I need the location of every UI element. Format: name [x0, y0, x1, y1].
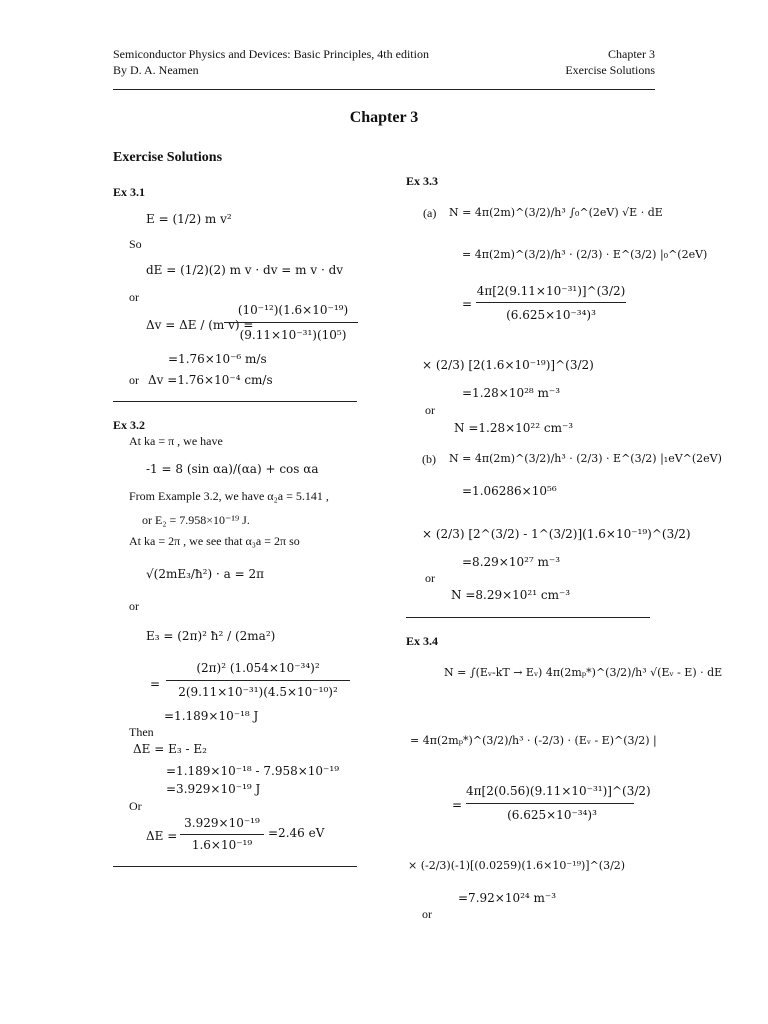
ex33-a: (a) [423, 206, 437, 220]
ex31-eq1: E = (1/2) m v² [146, 212, 232, 226]
ex31-label: Ex 3.1 [113, 185, 146, 199]
ex33-a3-num: 4π[2(9.11×10⁻³¹)]^(3/2) [476, 284, 626, 298]
ex33-frac-line [476, 302, 626, 303]
ex33-rule [406, 617, 650, 618]
ex32-delta-e: ΔE = [146, 829, 178, 843]
ex32-l9: =1.189×10⁻¹⁸ J [164, 709, 259, 723]
ex31-eq5: Δv =1.76×10⁻⁴ cm/s [148, 373, 273, 387]
ex34-label: Ex 3.4 [406, 634, 439, 648]
ex32-l13-den: 1.6×10⁻¹⁹ [191, 838, 253, 852]
ex33-or1: or [425, 403, 435, 417]
ex32-label: Ex 3.2 [113, 418, 146, 432]
ex31-frac-line [224, 322, 358, 323]
ex33-b2: =1.06286×10⁵⁶ [462, 484, 557, 498]
ex33-b: (b) [422, 452, 436, 466]
ex32-l13-num: 3.929×10⁻¹⁹ [184, 816, 260, 830]
ex31-rule [113, 401, 357, 402]
ex34-or1: or [422, 907, 432, 921]
ex32-then: Then [129, 725, 154, 739]
ex33-label: Ex 3.3 [406, 174, 439, 188]
ex32-or1: or [129, 599, 139, 613]
ex33-a2: = 4π(2m)^(3/2)/h³ · (2/3) · E^(3/2) |₀^(2eV) [462, 248, 708, 261]
ex32-l13-res: =2.46 eV [268, 826, 325, 840]
ex33-or2: or [425, 571, 435, 585]
ex34-c3-num: 4π[2(0.56)(9.11×10⁻³¹)]^(3/2) [466, 784, 651, 798]
ex34-c1: N = ∫(Eᵥ-kT → Eᵥ) 4π(2mₚ*)^(3/2)/h³ √(Eᵥ - E) · dE [444, 666, 723, 679]
ex32-rule [113, 866, 357, 867]
ex32-l2: -1 = 8 (sin αa)/(αa) + cos αa [146, 462, 319, 476]
ex32-l6: √(2mE₃/ħ²) · a = 2π [146, 567, 264, 581]
ex31-or2: or [129, 373, 139, 387]
ex32-l5: At ka = 2π , we see that α₃a = 2π so [129, 534, 300, 548]
ex32-l4: or E₂ = 7.958×10⁻¹⁹ J. [142, 513, 250, 527]
ex32-l10: ΔE = E₃ - E₂ [133, 742, 207, 756]
ex33-a3-den: (6.625×10⁻³⁴)³ [506, 308, 596, 322]
ex34-equals: = [452, 798, 463, 812]
ex33-b5: N =8.29×10²¹ cm⁻³ [451, 588, 571, 602]
header-chapter: Chapter 3 [608, 47, 655, 61]
book-title: Semiconductor Physics and Devices: Basic Principles, 4th edition [113, 47, 429, 61]
ex33-a1: N = 4π(2m)^(3/2)/h³ ∫₀^(2eV) √E · dE [449, 206, 663, 219]
ex32-frac-line2 [180, 834, 264, 835]
ex34-c2: = 4π(2mₚ*)^(3/2)/h³ · (-2/3) · (Eᵥ - E)^(3/2) | [410, 734, 657, 747]
ex34-c4: × (-2/3)(-1)[(0.0259)(1.6×10⁻¹⁹)]^(3/2) [408, 859, 626, 872]
ex32-l8-num: (2π)² (1.054×10⁻³⁴)² [196, 661, 320, 675]
ex31-eq4: =1.76×10⁻⁶ m/s [168, 352, 267, 366]
ex32-l8-den: 2(9.11×10⁻³¹)(4.5×10⁻¹⁰)² [178, 685, 338, 699]
header-section: Exercise Solutions [565, 63, 655, 77]
ex31-eq2: dE = (1/2)(2) m v · dv = m v · dv [146, 263, 344, 277]
header-rule [113, 89, 655, 90]
ex33-equals: = [462, 297, 473, 311]
ex33-b3: × (2/3) [2^(3/2) - 1^(3/2)](1.6×10⁻¹⁹)^(3/2) [422, 527, 691, 541]
ex32-l7: E₃ = (2π)² ħ² / (2ma²) [146, 629, 276, 643]
ex32-equals1: = [150, 677, 161, 691]
page-title: Chapter 3 [349, 109, 419, 126]
ex32-frac-line1 [166, 680, 350, 681]
ex33-b4: =8.29×10²⁷ m⁻³ [462, 555, 561, 569]
ex31-or1: or [129, 290, 139, 304]
ex31-eq3-num: (10⁻¹²)(1.6×10⁻¹⁹) [237, 303, 349, 317]
ex34-c3-den: (6.625×10⁻³⁴)³ [507, 808, 597, 822]
ex33-a5: =1.28×10²⁸ m⁻³ [462, 386, 561, 400]
ex33-a6: N =1.28×10²² cm⁻³ [454, 421, 574, 435]
ex32-or2: Or [129, 799, 142, 813]
ex33-a4: × (2/3) [2(1.6×10⁻¹⁹)]^(3/2) [422, 358, 594, 372]
ex34-c5: =7.92×10²⁴ m⁻³ [458, 891, 557, 905]
author: By D. A. Neamen [113, 63, 199, 77]
ex32-l3: From Example 3.2, we have α₂a = 5.141 , [129, 489, 329, 503]
section-title: Exercise Solutions [113, 150, 223, 165]
ex31-eq3-lhs: Δv = ΔE / (m v) = [146, 318, 254, 332]
ex33-b1: N = 4π(2m)^(3/2)/h³ · (2/3) · E^(3/2) |₁eV^(2eV) [449, 452, 722, 465]
ex32-l1: At ka = π , we have [129, 434, 223, 448]
ex34-frac-line [466, 803, 634, 804]
ex32-l11: =1.189×10⁻¹⁸ - 7.958×10⁻¹⁹ [166, 764, 340, 778]
ex31-eq3-den: (9.11×10⁻³¹)(10⁵) [239, 328, 347, 342]
ex32-l12: =3.929×10⁻¹⁹ J [166, 782, 261, 796]
ex31-so: So [129, 237, 142, 251]
